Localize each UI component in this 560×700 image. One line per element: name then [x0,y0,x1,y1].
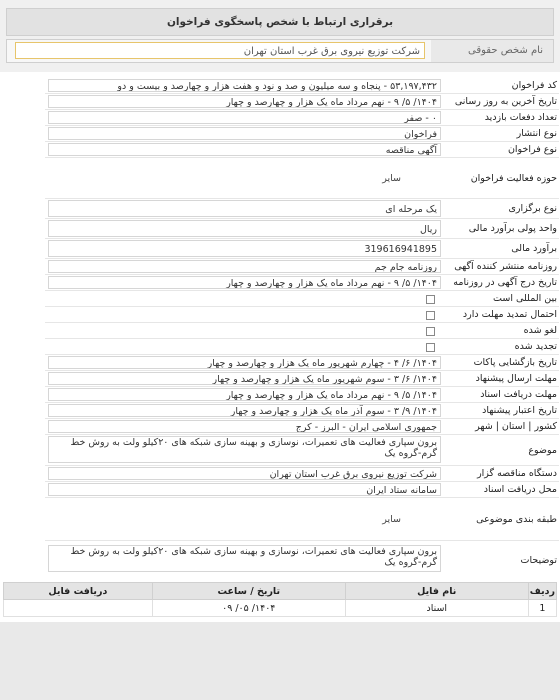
row-docs-place [45,482,559,498]
value-location: جمهوری اسلامی ایران - البرز - کرج [48,420,441,433]
value-offer-validity: ۱۴۰۴/ ۹/ ۳ - سوم آذر ماه یک هزار و چهارصد و چهار [48,404,441,417]
value-tender-code: ۵۳,۱۹۷,۴۳۲ - پنجاه و سه میلیون و صد و نود و هفت هزار و چهارصد و بیست و دو [48,79,441,92]
row-ad-date [45,275,559,291]
label-docs-place: محل دریافت اسناد [483,484,557,495]
row-estimate [45,239,559,259]
extension-checkbox[interactable] [426,311,435,320]
label-ad-date: تاریخ درج آگهی در روزنامه [453,277,557,288]
value-docs-place: سامانه ستاد ایران [48,483,441,496]
cell-file-name: اسناد [345,600,528,617]
label-location: کشور | استان | شهر [475,421,557,432]
row-extension [45,307,559,323]
files-table-header [4,583,557,600]
label-docs-deadline: مهلت دریافت اسناد [480,389,557,400]
row-tender-type [45,142,559,158]
label-tender-type: نوع فراخوان [507,144,557,155]
label-currency: واحد پولی برآورد مالی [468,223,557,234]
col-row-number: ردیف [528,583,556,600]
label-visit-count: تعداد دفعات بازدید [484,112,557,123]
contact-responder-bar[interactable]: برقراری ارتباط با شخص پاسخگوی فراخوان [6,8,554,36]
label-extension: احتمال تمدید مهلت دارد [462,309,557,320]
cell-download[interactable] [4,600,153,617]
label-description: توضیحات [520,555,557,566]
tender-detail-list [45,78,559,580]
value-opening-date: ۱۴۰۴/ ۶/ ۴ - چهارم شهریور ماه یک هزار و چهارصد و چهار [48,356,441,369]
value-currency: ریال [48,220,441,237]
cell-datetime: ۱۴۰۴/ ۰۵/ ۰۹ [152,600,345,617]
international-checkbox[interactable] [426,295,435,304]
value-organizer: شرکت توزیع نیروی برق غرب استان تهران [48,467,441,480]
files-table [3,582,557,617]
value-submit-deadline: ۱۴۰۴/ ۶/ ۳ - سوم شهریور ماه یک هزار و چهارصد و چهار [48,372,441,385]
label-newspaper: روزنامه منتشر کننده آگهی [454,261,557,272]
row-docs-deadline [45,387,559,403]
row-opening-date [45,355,559,371]
label-category: طبقه بندی موضوعی [476,513,557,525]
label-opening-date: تاریخ بازگشایی پاکات [473,357,557,368]
legal-entity-field[interactable]: شرکت توزیع نیروی برق غرب استان تهران [15,42,425,59]
legal-entity-label: نام شخص حقوقی [431,40,553,62]
row-submit-deadline [45,371,559,387]
cell-row-number: 1 [528,600,556,617]
row-visit-count [45,110,559,126]
row-description [45,541,559,580]
label-activity-area: حوزه فعالیت فراخوان [470,172,557,184]
value-subject: برون سپاری فعالیت های تعمیرات، نوسازی و بهینه سازی شبکه های ۲۰کیلو ولت به روش خط گرم-گروه یک [48,436,441,463]
row-organizer [45,466,559,482]
row-activity-area [45,158,559,199]
value-visit-count: ۰ - صفر [48,111,441,124]
value-docs-deadline: ۱۴۰۴/ ۵/ ۹ - نهم مرداد ماه یک هزار و چهارصد و چهار [48,388,441,401]
label-publish-type: نوع انتشار [516,128,557,139]
value-estimate: 319616941895 [48,240,441,257]
value-activity-area: سایر [382,172,401,184]
value-holding-type: یک مرحله ای [48,200,441,217]
row-last-update [45,94,559,110]
label-organizer: دستگاه مناقصه گزار [477,468,557,479]
row-publish-type [45,126,559,142]
row-currency [45,219,559,239]
value-category: سایر [382,513,401,525]
row-renewed [45,339,559,355]
label-offer-validity: تاریخ اعتبار پیشنهاد [482,405,557,416]
label-last-update: تاریخ آخرین به روز رسانی [454,96,557,107]
label-tender-code: کد فراخوان [511,80,557,91]
value-ad-date: ۱۴۰۴/ ۵/ ۹ - نهم مرداد ماه یک هزار و چهارصد و چهار [48,276,441,289]
cancelled-checkbox[interactable] [426,327,435,336]
row-international [45,291,559,307]
row-newspaper [45,259,559,275]
col-datetime: تاریخ / ساعت [152,583,345,600]
row-tender-code [45,78,559,94]
label-holding-type: نوع برگزاری [508,203,557,214]
label-subject: موضوع [528,444,557,456]
col-download: دریافت فایل [4,583,153,600]
col-file-name: نام فایل [345,583,528,600]
value-publish-type: فراخوان [48,127,441,140]
row-category [45,498,559,541]
label-estimate: برآورد مالی [511,243,557,254]
label-cancelled: لغو شده [523,325,557,336]
row-location [45,419,559,435]
renewed-checkbox[interactable] [426,343,435,352]
page-footer-band [0,622,560,700]
value-tender-type: آگهی مناقصه [48,143,441,156]
value-last-update: ۱۴۰۴/ ۵/ ۹ - نهم مرداد ماه یک هزار و چهارصد و چهار [48,95,441,108]
row-cancelled [45,323,559,339]
legal-entity-box [6,39,554,63]
value-description: برون سپاری فعالیت های تعمیرات، نوسازی و بهینه سازی شبکه های ۲۰کیلو ولت به روش خط گرم-گروه یک [48,545,441,572]
value-newspaper: روزنامه جام جم [48,260,441,273]
label-international: بین المللی است [493,293,557,304]
row-holding-type [45,199,559,219]
row-subject [45,435,559,466]
table-row [4,600,557,617]
row-offer-validity [45,403,559,419]
label-renewed: تجدید شده [514,341,557,352]
label-submit-deadline: مهلت ارسال پیشنهاد [475,373,557,384]
